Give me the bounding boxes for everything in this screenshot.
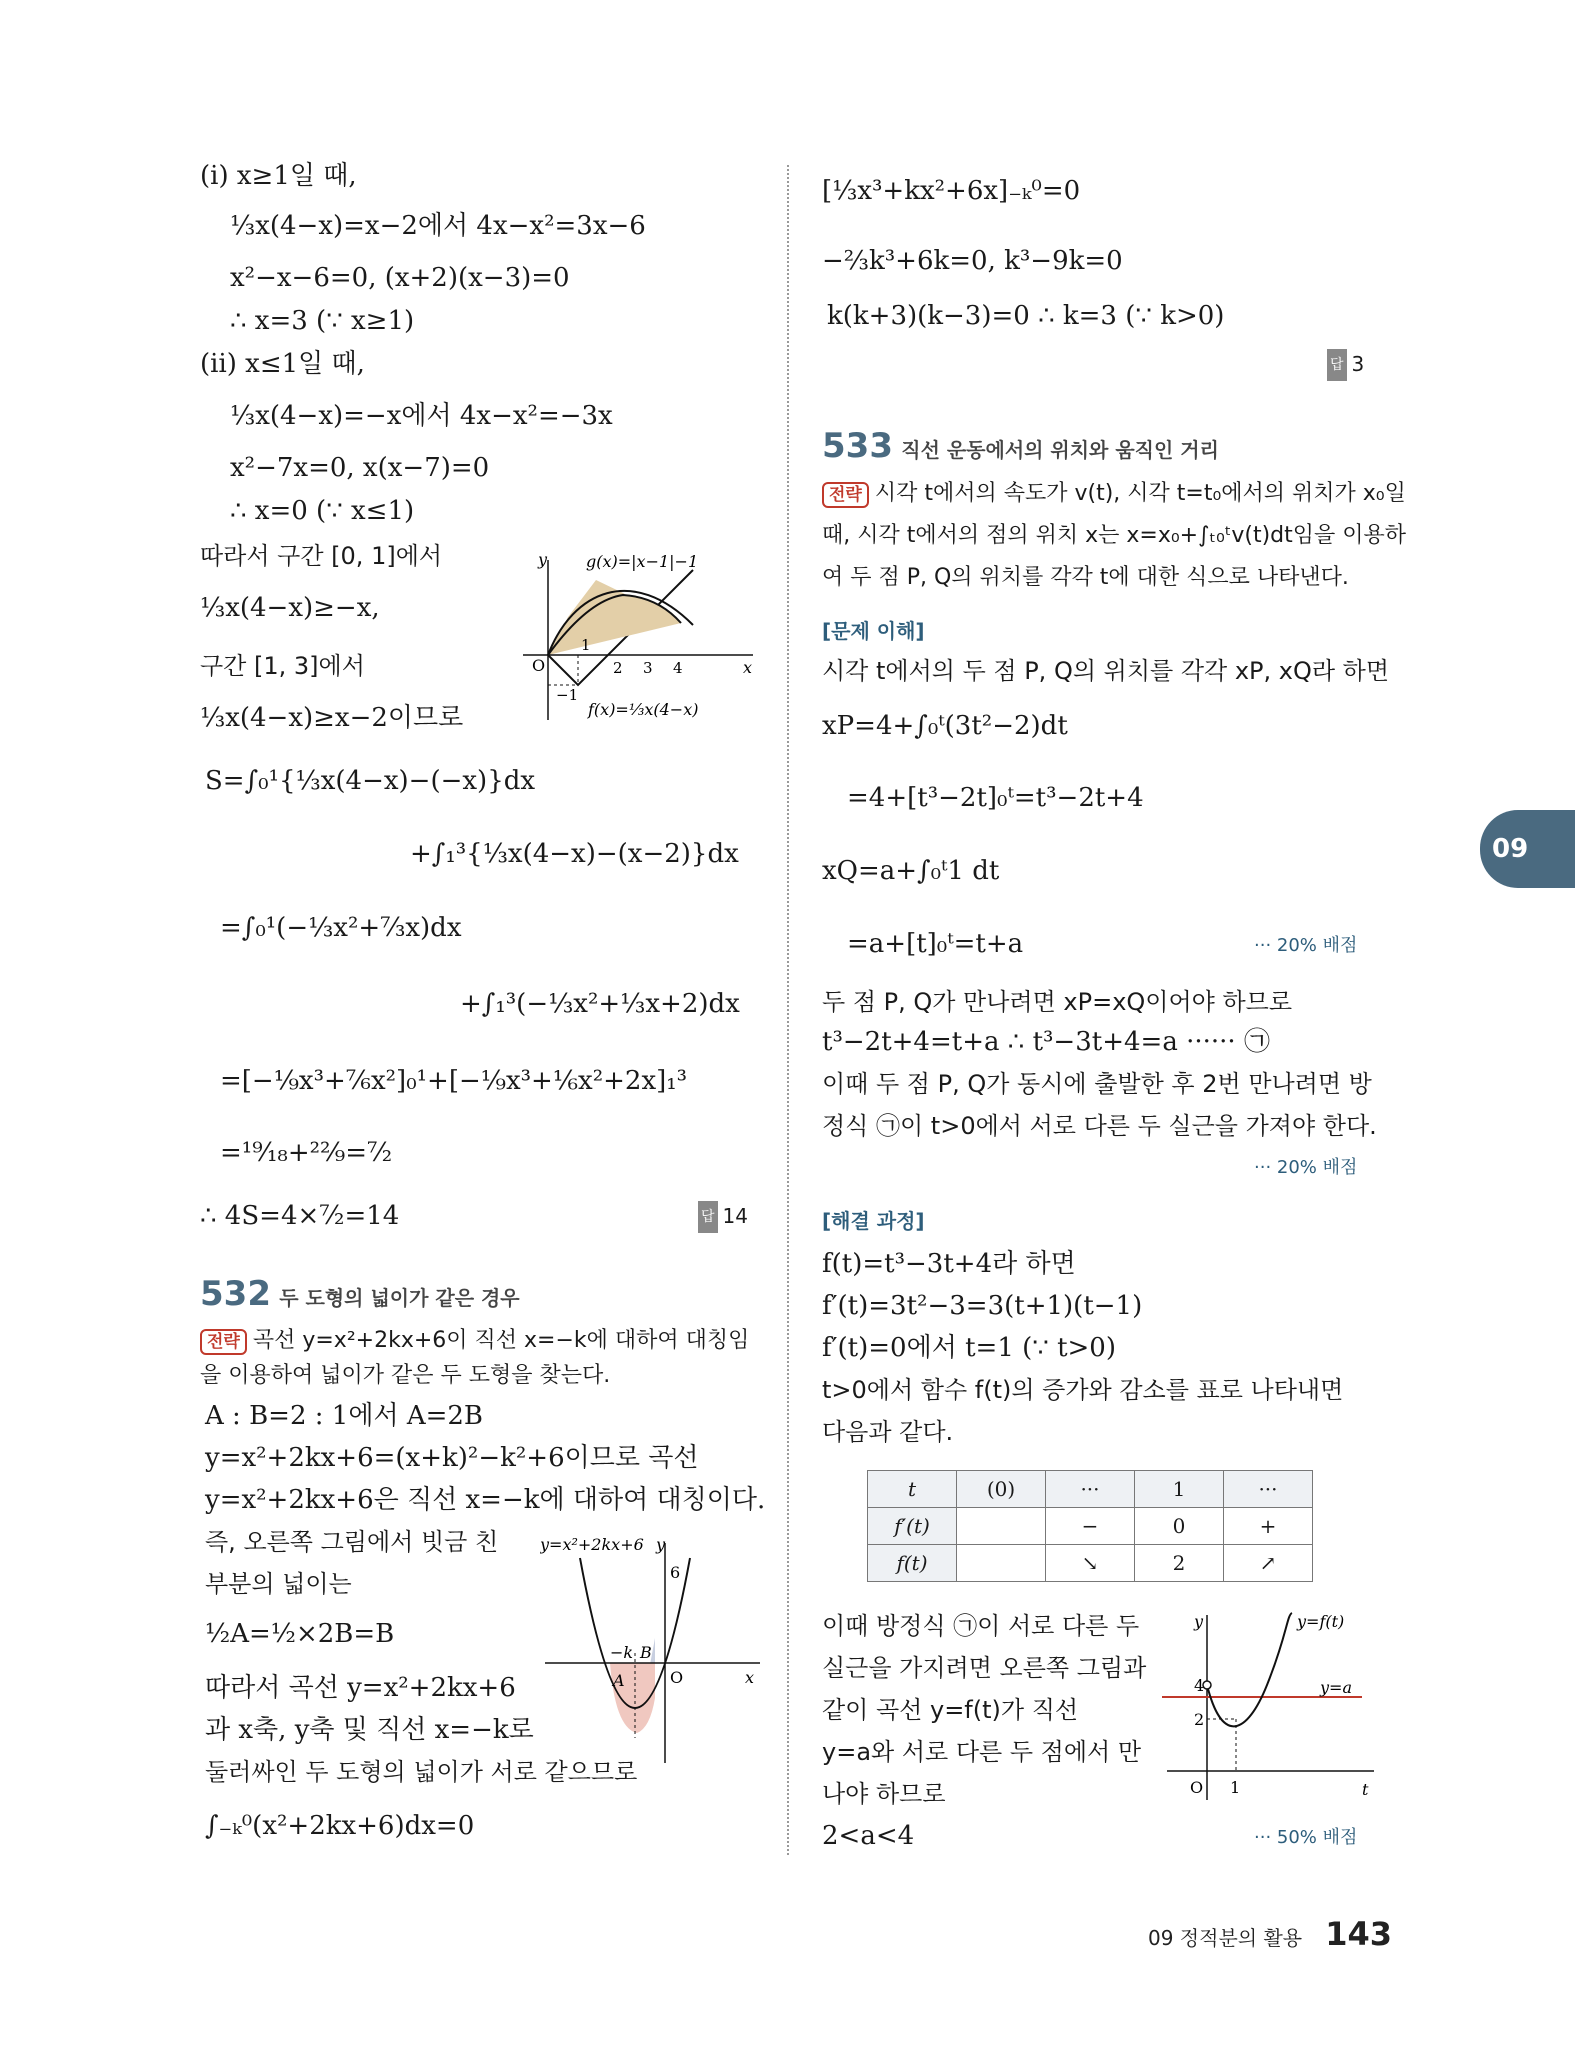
s-line6: =¹⁹⁄₁₈+²²⁄₉=⁷⁄₂	[220, 1138, 393, 1168]
table-row	[868, 1471, 1313, 1508]
curve-ft	[1207, 1613, 1292, 1726]
increase-decrease-table	[867, 1470, 1313, 1582]
table-cell: ···	[1046, 1471, 1135, 1508]
u7: t³−2t+4=t+a ∴ t³−3t+4=a ······ ㉠	[822, 1027, 1270, 1057]
graph2-b: B	[640, 1643, 652, 1662]
u2: xP=4+∫₀ᵗ(3t²−2)dt	[822, 711, 1068, 741]
ineq2: ⅓x(4−x)≥x−2이므로	[200, 703, 464, 733]
c4: y=a와 서로 다른 두 점에서 만	[822, 1738, 1142, 1766]
case1-eq1: ⅓x(4−x)=x−2에서 4x−x²=3x−6	[230, 211, 646, 241]
c5: 나야 하므로	[822, 1780, 946, 1808]
c3: 같이 곡선 y=f(t)가 직선	[822, 1696, 1079, 1724]
p533-strategy2: 때, 시각 t에서의 점의 위치 x는 x=x₀+∫ₜ₀ᵗv(t)dt임을 이용하	[822, 523, 1407, 548]
graph2-label: y=x²+2kx+6	[540, 1535, 644, 1554]
answer-box-icon: 답	[698, 1201, 718, 1233]
table-cell: ···	[1224, 1471, 1313, 1508]
graph1-x: x	[743, 658, 753, 677]
graph1-t2: 2	[613, 659, 623, 677]
r2: −⅔k³+6k=0, k³−9k=0	[822, 246, 1123, 276]
p532-l8: 과 x축, y축 및 직선 x=−k로	[205, 1715, 534, 1745]
problem-533-header	[822, 426, 1219, 466]
u3: =4+[t³−2t]₀ᵗ=t³−2t+4	[847, 783, 1144, 813]
case2-label: (ⅱ) x≤1일 때,	[200, 349, 365, 379]
graph3-y: y	[1194, 1612, 1204, 1631]
chapter-tab: 09	[1480, 810, 1575, 888]
graph3-t: t	[1362, 1780, 1369, 1799]
graph3-ya: y=a	[1320, 1678, 1352, 1697]
p532-strategy2: 을 이용하여 넓이가 같은 두 도형을 찾는다.	[200, 1363, 611, 1388]
score-50: ··· 50% 배점	[1254, 1827, 1358, 1848]
score-20a: ··· 20% 배점	[1254, 935, 1358, 956]
table-cell: f′(t)	[868, 1508, 957, 1545]
answer-531-value: 14	[722, 1204, 748, 1228]
problem-532-title: 두 도형의 넓이가 같은 경우	[279, 1286, 520, 1310]
answer-532-value: 3	[1351, 352, 1365, 376]
table-cell: t	[868, 1471, 957, 1508]
p533-strategy3: 여 두 점 P, Q의 위치를 각각 t에 대한 식으로 나타낸다.	[822, 565, 1349, 590]
graph1-o: O	[532, 656, 546, 675]
u1: 시각 t에서의 두 점 P, Q의 위치를 각각 xP, xQ라 하면	[822, 657, 1390, 685]
table-cell	[957, 1545, 1046, 1582]
table-cell: 1	[1135, 1471, 1224, 1508]
c1: 이때 방정식 ㉠이 서로 다른 두	[822, 1612, 1140, 1640]
u4: xQ=a+∫₀ᵗ1 dt	[822, 856, 1000, 886]
table-cell: 0	[1135, 1508, 1224, 1545]
graph3-one: 1	[1230, 1778, 1241, 1797]
problem-533-title: 직선 운동에서의 위치와 움직인 거리	[901, 438, 1219, 462]
graph1-label-f: f(x)=⅓x(4−x)	[588, 700, 699, 719]
p532-l2: y=x²+2kx+6=(x+k)²−k²+6이므로 곡선	[205, 1443, 699, 1473]
graph1-y: y	[538, 550, 548, 569]
graph-parabola	[540, 1528, 765, 1768]
table-cell: ↗	[1224, 1545, 1313, 1582]
case1-eq3: ∴ x=3 (∵ x≥1)	[230, 306, 415, 336]
score-20b: ··· 20% 배점	[1254, 1157, 1358, 1178]
p532-l9: 둘러싸인 두 도형의 넓이가 서로 같으므로	[205, 1758, 638, 1786]
p532-l4: 즉, 오른쪽 그림에서 빗금 친	[205, 1528, 499, 1556]
case2-eq2: x²−7x=0, x(x−7)=0	[230, 453, 490, 483]
u9: 정식 ㉠이 t>0에서 서로 다른 두 실근을 가져야 한다.	[822, 1112, 1377, 1140]
p532-l1: A : B=2 : 1에서 A=2B	[205, 1401, 484, 1431]
u6: 두 점 P, Q가 만나려면 xP=xQ이어야 하므로	[822, 988, 1293, 1016]
open-point	[1203, 1681, 1211, 1689]
stage-solution: [해결 과정]	[822, 1209, 925, 1233]
r1: [⅓x³+kx²+6x]₋ₖ⁰=0	[822, 176, 1081, 206]
h4: t>0에서 함수 f(t)의 증가와 감소를 표로 나타내면	[822, 1376, 1344, 1404]
graph3-two: 2	[1194, 1710, 1205, 1729]
table-cell: 2	[1135, 1545, 1224, 1582]
table-cell: (0)	[957, 1471, 1046, 1508]
p532-l5: 부분의 넓이는	[205, 1570, 352, 1598]
c6: 2<a<4	[822, 1821, 915, 1851]
u8: 이때 두 점 P, Q가 동시에 출발한 후 2번 만나려면 방	[822, 1070, 1372, 1098]
page-footer	[1148, 1915, 1392, 1953]
graph2-mk: −k	[610, 1643, 634, 1662]
s-line2: +∫₁³{⅓x(4−x)−(x−2)}dx	[410, 839, 739, 869]
ineq1: ⅓x(4−x)≥−x,	[200, 593, 380, 623]
graph1-t3: 3	[643, 659, 653, 677]
graph2-a: A	[613, 1671, 625, 1690]
s-line7: ∴ 4S=4×⁷⁄₂=14	[200, 1201, 400, 1231]
h2: f′(t)=3t²−3=3(t+1)(t−1)	[822, 1291, 1143, 1321]
p532-l10: ∫₋ₖ⁰(x²+2kx+6)dx=0	[205, 1811, 475, 1841]
graph2-six: 6	[670, 1563, 681, 1582]
u5: =a+[t]₀ᵗ=t+a	[847, 929, 1024, 959]
r3: k(k+3)(k−3)=0 ∴ k=3 (∵ k>0)	[827, 301, 1225, 331]
graph3-o: O	[1190, 1778, 1204, 1797]
s-line4: +∫₁³(−⅓x²+⅓x+2)dx	[460, 989, 740, 1019]
p533-strategy1-text: 시각 t에서의 속도가 v(t), 시각 t=t₀에서의 위치가 x₀일	[874, 481, 1406, 506]
s-line3: =∫₀¹(−⅓x²+⁷⁄₃x)dx	[220, 913, 462, 943]
interval2: 구간 [1, 3]에서	[200, 652, 365, 680]
graph-f-g	[518, 545, 763, 725]
p532-strategy1	[200, 1325, 749, 1357]
graph-ft	[1162, 1605, 1377, 1805]
p532-l7: 따라서 곡선 y=x²+2kx+6	[205, 1673, 516, 1703]
table-row	[868, 1508, 1313, 1545]
stage-understanding: [문제 이해]	[822, 619, 925, 643]
case1-label: (ⅰ) x≥1일 때,	[200, 161, 357, 191]
p532-l6: ½A=½×2B=B	[205, 1619, 395, 1649]
s-line5: =[−⅑x³+⁷⁄₆x²]₀¹+[−⅑x³+⅙x²+2x]₁³	[220, 1066, 688, 1096]
s-line1: S=∫₀¹{⅓x(4−x)−(−x)}dx	[205, 766, 536, 796]
graph1-label-g: g(x)=|x−1|−1	[586, 552, 699, 571]
graph2-x: x	[745, 1668, 755, 1687]
answer-531	[698, 1200, 748, 1233]
p532-l3: y=x²+2kx+6은 직선 x=−k에 대하여 대칭이다.	[205, 1485, 766, 1515]
graph2-y: y	[656, 1535, 666, 1554]
c2: 실근을 가지려면 오른쪽 그림과	[822, 1654, 1147, 1682]
problem-533-number: 533	[822, 426, 893, 466]
page-number: 143	[1325, 1915, 1392, 1953]
graph1-t1: 1	[581, 636, 591, 654]
table-cell: ↘	[1046, 1545, 1135, 1582]
problem-532-number: 532	[200, 1274, 271, 1314]
graph3-yf: y=f(t)	[1297, 1612, 1345, 1631]
problem-532-header	[200, 1274, 520, 1314]
answer-box-icon: 답	[1327, 349, 1347, 381]
p533-strategy1	[822, 478, 1406, 510]
case2-eq1: ⅓x(4−x)=−x에서 4x−x²=−3x	[230, 401, 613, 431]
p532-strategy1-text: 곡선 y=x²+2kx+6이 직선 x=−k에 대하여 대칭임	[252, 1328, 750, 1353]
graph2-o: O	[670, 1668, 684, 1687]
h1: f(t)=t³−3t+4라 하면	[822, 1249, 1076, 1279]
table-cell: f(t)	[868, 1545, 957, 1582]
graph1-tm1: −1	[556, 686, 579, 704]
strategy-tag: 전략	[200, 1329, 247, 1355]
answer-532	[1327, 348, 1364, 381]
graph1-t4: 4	[673, 659, 683, 677]
table-cell	[957, 1508, 1046, 1545]
interval1: 따라서 구간 [0, 1]에서	[200, 542, 443, 570]
h5: 다음과 같다.	[822, 1418, 954, 1446]
strategy-tag: 전략	[822, 482, 869, 508]
column-divider	[787, 165, 789, 1855]
table-cell: −	[1046, 1508, 1135, 1545]
case1-eq2: x²−x−6=0, (x+2)(x−3)=0	[230, 263, 570, 293]
table-cell: +	[1224, 1508, 1313, 1545]
h3: f′(t)=0에서 t=1 (∵ t>0)	[822, 1333, 1116, 1363]
case2-eq3: ∴ x=0 (∵ x≤1)	[230, 496, 415, 526]
footer-chapter: 09 정적분의 활용	[1148, 1926, 1303, 1950]
table-row	[868, 1545, 1313, 1582]
graph3-four: 4	[1194, 1676, 1205, 1695]
